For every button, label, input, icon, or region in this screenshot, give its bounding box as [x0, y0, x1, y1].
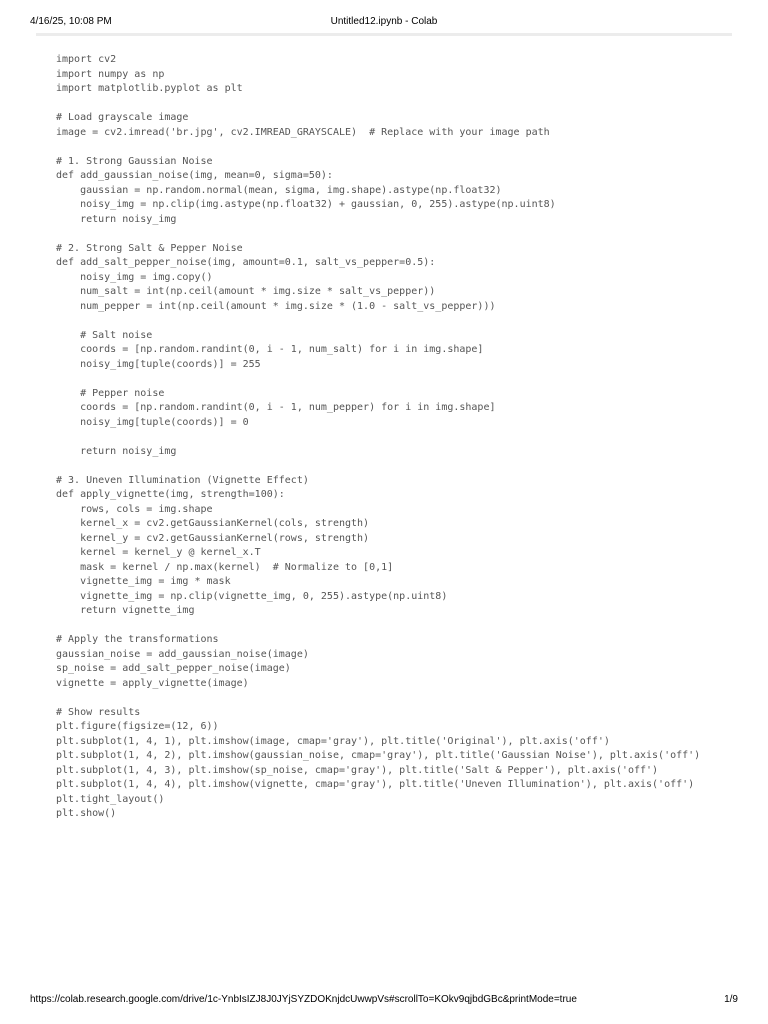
code-line: # Salt noise [56, 329, 153, 341]
page-title: Untitled12.ipynb - Colab [330, 16, 438, 27]
code-line: mask = kernel / np.max(kernel) # Normalize to [0,1] [56, 561, 394, 573]
code-line: def add_salt_pepper_noise(img, amount=0.1, salt_vs_pepper=0.5): [56, 257, 436, 268]
code-line: # 2. Strong Salt & Pepper Noise [56, 242, 243, 254]
code-line: coords = [np.random.randint(0, i - 1, num_pepper) for i in img.shape] [56, 402, 496, 413]
code-line: vignette_img = np.clip(vignette_img, 0, 255).astype(np.uint8) [56, 590, 448, 602]
code-line: rows, cols = img.shape [56, 503, 213, 515]
code-line: import cv2 [56, 54, 117, 65]
header-divider [36, 33, 732, 36]
code-line: def add_gaussian_noise(img, mean=0, sigma=50): [56, 170, 333, 181]
code-cell[interactable] [56, 53, 746, 822]
code-line: # Pepper noise [56, 387, 165, 399]
code-line: kernel_x = cv2.getGaussianKernel(cols, strength) [56, 518, 370, 529]
code-line: plt.subplot(1, 4, 4), plt.imshow(vignette, cmap='gray'), plt.title('Uneven Illumination'), plt.axis('off') [56, 779, 695, 790]
code-line: # Apply the transformations [56, 634, 219, 645]
code-line: kernel = kernel_y @ kernel_x.T [56, 547, 261, 558]
code-line [56, 314, 746, 329]
code-line: noisy_img[tuple(coords)] = 255 [56, 358, 261, 370]
code-line: def apply_vignette(img, strength=100): [56, 489, 285, 500]
code-line [56, 691, 746, 706]
code-line: kernel_y = cv2.getGaussianKernel(rows, strength) [56, 532, 370, 544]
code-line: plt.subplot(1, 4, 2), plt.imshow(gaussian_noise, cmap='gray'), plt.title('Gaussian Noise'), plt.axis('off') [56, 750, 701, 761]
code-line: plt.tight_layout() [56, 793, 165, 805]
code-line: # 3. Uneven Illumination (Vignette Effect) [56, 474, 309, 486]
code-line: return vignette_img [56, 605, 195, 616]
code-line [56, 459, 746, 474]
code-line: noisy_img = np.clip(img.astype(np.float32) + gaussian, 0, 255).astype(np.uint8) [56, 199, 556, 210]
page-number: 1/9 [724, 994, 738, 1005]
code-line: vignette = apply_vignette(image) [56, 677, 249, 689]
code-line: sp_noise = add_salt_pepper_noise(image) [56, 663, 291, 674]
code-line: vignette_img = img * mask [56, 576, 231, 587]
code-line [56, 97, 746, 112]
code-line: num_pepper = int(np.ceil(amount * img.size * (1.0 - salt_vs_pepper))) [56, 300, 496, 312]
code-line [56, 372, 746, 387]
code-line: noisy_img = img.copy() [56, 271, 213, 283]
code-line: return noisy_img [56, 213, 177, 225]
code-line: import matplotlib.pyplot as plt [56, 83, 243, 94]
print-header [0, 0, 768, 34]
print-footer [0, 994, 768, 1008]
code-line: gaussian_noise = add_gaussian_noise(image) [56, 648, 309, 660]
code-line [56, 140, 746, 155]
code-line: noisy_img[tuple(coords)] = 0 [56, 416, 249, 428]
print-datetime: 4/16/25, 10:08 PM [30, 16, 112, 27]
code-line: plt.figure(figsize=(12, 6)) [56, 721, 219, 732]
code-line: # 1. Strong Gaussian Noise [56, 155, 213, 167]
code-line: num_salt = int(np.ceil(amount * img.size * salt_vs_pepper)) [56, 286, 436, 297]
code-line: plt.subplot(1, 4, 1), plt.imshow(image, cmap='gray'), plt.title('Original'), plt.axis('off') [56, 735, 610, 747]
code-line: # Show results [56, 706, 141, 718]
code-line [56, 227, 746, 242]
page-url[interactable]: https://colab.research.google.com/drive/1c-YnbIsIZJ8J0JYjSYZDOKnjdcUwwpVs#scrollTo=KOkv9qjbdGBc&printMode=true [30, 994, 577, 1005]
code-line: # Load grayscale image [56, 112, 189, 123]
code-line: coords = [np.random.randint(0, i - 1, num_salt) for i in img.shape] [56, 344, 484, 355]
code-line: return noisy_img [56, 445, 177, 457]
code-line: plt.show() [56, 808, 117, 819]
code-line [56, 430, 746, 445]
code-line [56, 619, 746, 634]
code-line: gaussian = np.random.normal(mean, sigma, img.shape).astype(np.float32) [56, 184, 502, 196]
code-line: plt.subplot(1, 4, 3), plt.imshow(sp_noise, cmap='gray'), plt.title('Salt & Pepper'), plt.axis('off') [56, 764, 659, 776]
code-line: import numpy as np [56, 68, 165, 80]
code-line: image = cv2.imread('br.jpg', cv2.IMREAD_GRAYSCALE) # Replace with your image path [56, 126, 550, 138]
